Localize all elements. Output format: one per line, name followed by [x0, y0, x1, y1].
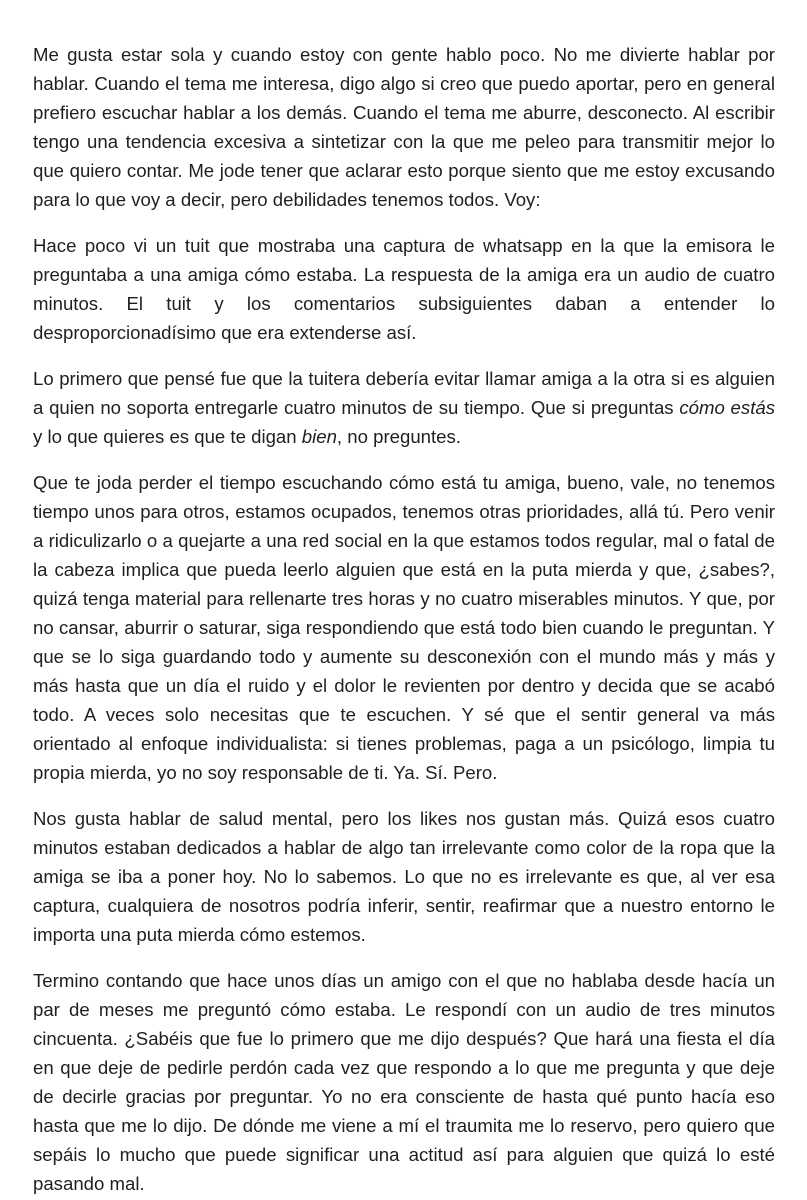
paragraph-3 — [33, 364, 775, 451]
paragraph-3-italic-como-estas: cómo estás — [679, 397, 776, 418]
paragraph-3-text-3: , no preguntes. — [336, 426, 461, 447]
paragraph-3-text-1: Lo primero que pensé fue que la tuitera debería evitar llamar amiga a la otra si es alguien a quien no soporta entregarle cuatro minutos de su tiempo. Que si preguntas — [33, 368, 775, 418]
paragraph-3-italic-bien: bien — [301, 426, 337, 447]
paragraph-2: Hace poco vi un tuit que mostraba una captura de whatsapp en la que la emisora le preguntaba a una amiga cómo estaba. La respuesta de la amiga era un audio de cuatro minutos. El tuit y los comentarios subsiguientes daban a entender lo desproporcionadísimo que era extenderse así. — [33, 235, 775, 343]
paragraph-5: Nos gusta hablar de salud mental, pero los likes nos gustan más. Quizá esos cuatro minutos estaban dedicados a hablar de algo tan irrelevante como color de la ropa que la amiga se iba a poner hoy. No lo sabemos. Lo que no es irrelevante es que, al ver esa captura, cualquiera de nosotros podría inferir, sentir, reafirmar que a nuestro entorno le importa una puta mierda cómo estemos. — [33, 808, 775, 945]
paragraph-3-text-2: y lo que quieres es que te digan — [33, 426, 302, 447]
document-body — [33, 40, 775, 1198]
paragraph-1: Me gusta estar sola y cuando estoy con gente hablo poco. No me divierte hablar por hablar. Cuando el tema me interesa, digo algo si creo que puedo aportar, pero en general prefiero escuchar hablar a los demás. Cuando el tema me aburre, desconecto. Al escribir tengo una tendencia excesiva a sintetizar con la que me peleo para transmitir mejor lo que quiero contar. Me jode tener que aclarar esto porque siento que me estoy excusando para lo que voy a decir, pero debilidades tenemos todos. Voy: — [33, 44, 775, 210]
paragraph-4: Que te joda perder el tiempo escuchando cómo está tu amiga, bueno, vale, no tenemos tiempo unos para otros, estamos ocupados, tenemos otras prioridades, allá tú. Pero venir a ridiculizarlo o a quejarte a una red social en la que estamos todos regular, mal o fatal de la cabeza implica que pueda leerlo alguien que está en la puta mierda y que, ¿sabes?, quizá tenga material para rellenarte tres horas y no cuatro miserables minutos. Y que, por no cansar, aburrir o saturar, siga respondiendo que está todo bien cuando le preguntan. Y que se lo siga guardando todo y aumente su desconexión con el mundo más y más y más hasta que un día el ruido y el dolor le revienten por dentro y decida que se acabó todo. A veces solo necesitas que te escuchen. Y sé que el sentir general va más orientado al enfoque individualista: si tienes problemas, paga a un psicólogo, limpia tu propia mierda, yo no soy responsable de ti. Ya. Sí. Pero. — [33, 472, 775, 783]
paragraph-6: Termino contando que hace unos días un amigo con el que no hablaba desde hacía un par de meses me preguntó cómo estaba. Le respondí con un audio de tres minutos cincuenta. ¿Sabéis que fue lo primero que me dijo después? Que hará una fiesta el día en que deje de pedirle perdón cada vez que respondo a lo que me pregunta y que deje de decirle gracias por preguntar. Yo no era consciente de hasta qué punto hacía eso hasta que me lo dijo. De dónde me viene a mí el traumita me lo reservo, pero quiero que sepáis lo mucho que puede significar una actitud así para alguien que quizá lo esté pasando mal. — [33, 970, 775, 1194]
